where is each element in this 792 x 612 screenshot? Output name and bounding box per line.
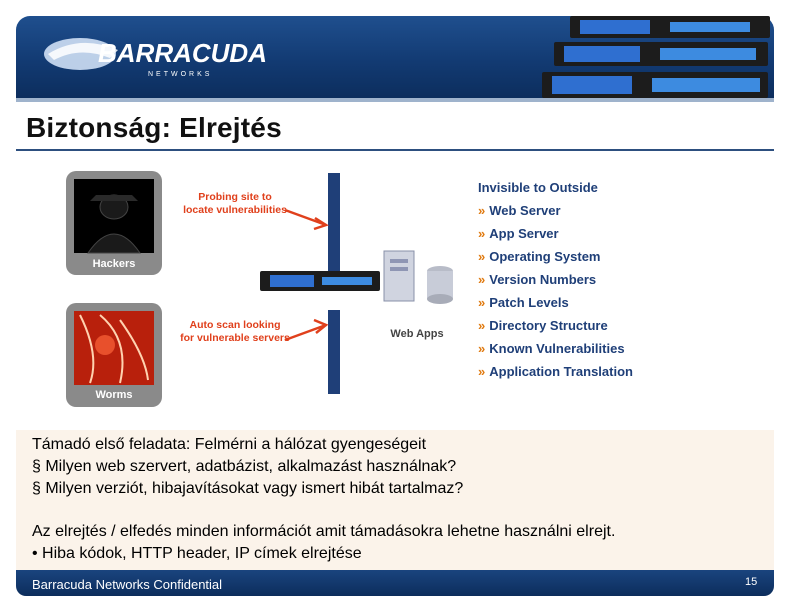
logo-text: BARRACUDA xyxy=(98,38,267,68)
footer-confidential: Barracuda Networks Confidential xyxy=(32,577,223,592)
barracuda-logo xyxy=(40,32,267,82)
list-item: » Web Server xyxy=(478,203,561,218)
list-heading: Invisible to Outside xyxy=(478,180,598,195)
autoscan-label-line1: Auto scan looking xyxy=(189,319,281,331)
webapps-label: Web Apps xyxy=(390,328,444,340)
bullet-icon: » xyxy=(478,364,486,379)
bullet-icon: » xyxy=(478,226,486,241)
list-item: » Application Translation xyxy=(478,364,633,379)
server-unit-3 xyxy=(542,72,768,98)
list-item: » Patch Levels xyxy=(478,295,569,310)
web-server-icon xyxy=(384,251,414,301)
database-icon xyxy=(427,266,453,304)
autoscan-label-line2: for vulnerable servers xyxy=(180,332,290,344)
list-item: » App Server xyxy=(478,226,559,241)
hackers-tile xyxy=(66,171,162,275)
logo-subtext: NETWORKS xyxy=(148,71,213,78)
hackers-label: Hackers xyxy=(92,258,136,270)
bullet-icon: » xyxy=(478,203,486,218)
description-bullet-3: • Hiba kódok, HTTP header, IP címek elrejtése xyxy=(32,545,362,562)
list-item: » Operating System xyxy=(478,249,601,264)
bullet-icon: » xyxy=(478,295,486,310)
page-number: 15 xyxy=(745,576,758,588)
worms-label: Worms xyxy=(95,389,133,401)
list-item: » Known Vulnerabilities xyxy=(478,341,625,356)
server-unit-1 xyxy=(570,16,770,38)
list-item: » Directory Structure xyxy=(478,318,608,333)
description-heading: Támadó első feladata: Felmérni a hálózat gyengeségeit xyxy=(32,436,427,453)
title-divider xyxy=(16,149,774,151)
bullet-icon: » xyxy=(478,249,486,264)
firewall-bar-bottom xyxy=(328,310,340,394)
description-summary: Az elrejtés / elfedés minden információt amit támadásokra lehetne használni elrejt. xyxy=(32,523,616,540)
bullet-icon: » xyxy=(478,272,486,287)
probing-label-line2: locate vulnerabilities xyxy=(183,204,287,216)
firewall-bar-top xyxy=(328,173,340,283)
probing-arrow xyxy=(285,210,326,225)
worms-tile xyxy=(66,303,162,407)
probing-label-line1: Probing site to xyxy=(198,191,272,203)
list-item: » Version Numbers xyxy=(478,272,597,287)
description-bullet-2: § Milyen verziót, hibajavításokat vagy ismert hibát tartalmaz? xyxy=(32,480,464,497)
slide-title: Biztonság: Elrejtés xyxy=(26,112,282,143)
server-unit-2 xyxy=(554,42,768,66)
invisible-list xyxy=(478,180,633,387)
barracuda-appliance-icon xyxy=(260,271,380,291)
bullet-icon: » xyxy=(478,341,486,356)
server-rack-image xyxy=(540,10,780,110)
bullet-icon: » xyxy=(478,318,486,333)
description-bullet-1: § Milyen web szervert, adatbázist, alkalmazást használnak? xyxy=(32,458,457,475)
autoscan-arrow xyxy=(285,325,326,340)
